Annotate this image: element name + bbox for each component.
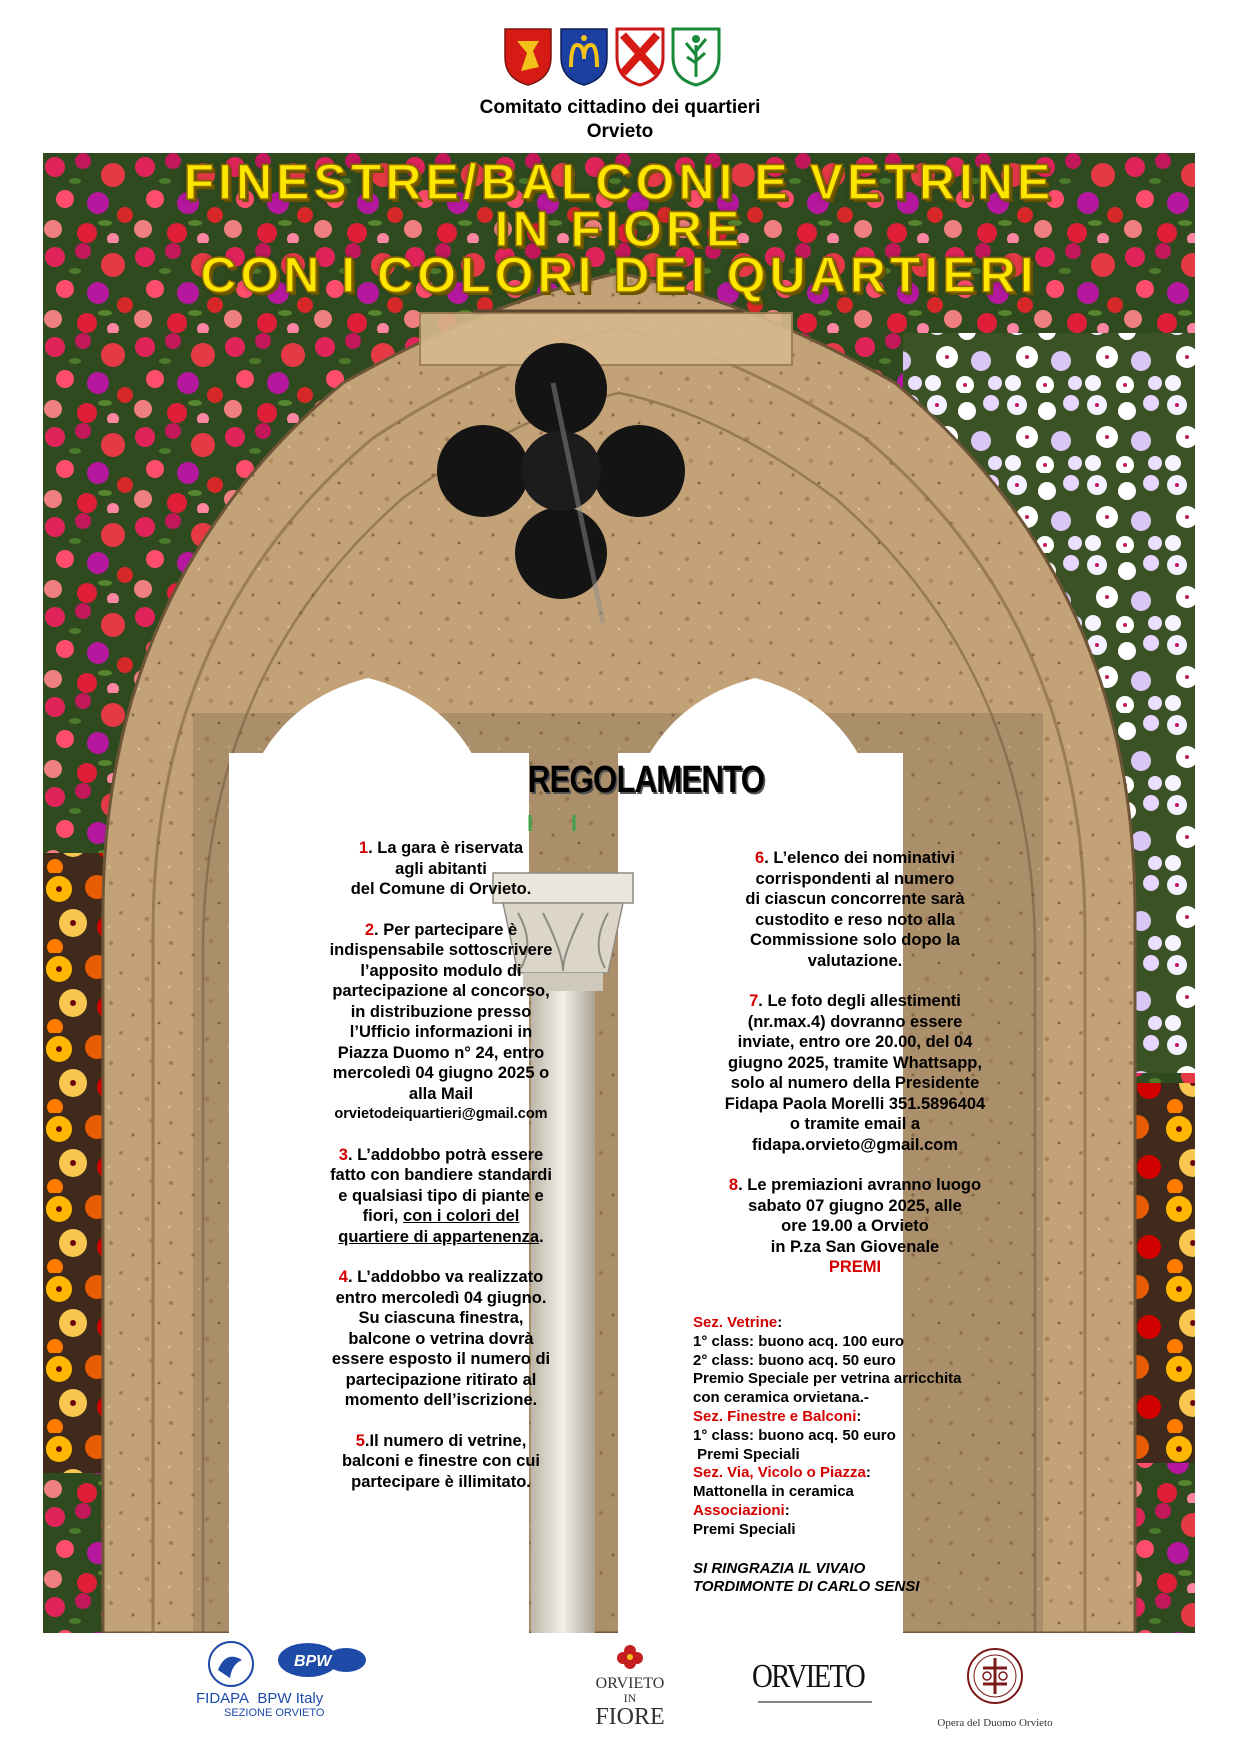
rule-8-text: in P.za San Giovenale bbox=[770, 1237, 940, 1256]
rule-1-text: del Comune di Orvieto. bbox=[350, 880, 532, 898]
rule-5-text: partecipare è illimitato. bbox=[351, 1472, 531, 1491]
sponsor-logos bbox=[0, 1640, 1240, 1755]
rule-3-text: fatto con bandiere standardi bbox=[330, 1166, 552, 1184]
rule-3-number: 3 bbox=[338, 1145, 348, 1164]
rules-right-column bbox=[685, 848, 1025, 1278]
orvieto-underline-icon bbox=[752, 1699, 882, 1709]
rule-5-line: 5.Il numero di vetrine, bbox=[355, 1431, 527, 1450]
rule-5-text: balconi e finestre con cui bbox=[341, 1452, 541, 1470]
rule-1-line: 1. La gara è riservata bbox=[358, 839, 524, 857]
rule-2-text: l’Ufficio informazioni in bbox=[349, 1023, 533, 1041]
crest-blue-icon bbox=[559, 27, 609, 87]
rule-4-number: 4 bbox=[338, 1268, 348, 1286]
prize-line: Mattonella in ceramica bbox=[693, 1483, 854, 1501]
prize-line: 1° class: buono acq. 100 euro bbox=[693, 1332, 905, 1350]
crest-tree-icon bbox=[671, 27, 721, 87]
rule-7-text: Fidapa Paola Morelli 351.5896404 bbox=[724, 1094, 986, 1113]
rule-4-text: momento dell’iscrizione. bbox=[344, 1391, 538, 1409]
flowers-yellow-left bbox=[43, 853, 103, 1473]
rule-6-line: 6. L’elenco dei nominativi bbox=[755, 849, 955, 867]
orvieto-city-logo bbox=[752, 1658, 882, 1718]
rule-6-number: 6 bbox=[755, 849, 765, 867]
prize-assoc-label: Associazioni: bbox=[693, 1501, 790, 1519]
orvieto-in-fiore-text-3: FIORE bbox=[595, 1704, 665, 1730]
fidapa-emblem-icon bbox=[196, 1640, 386, 1688]
rule-7-number: 7 bbox=[749, 992, 759, 1010]
rule-4-text: partecipazione ritirato al bbox=[345, 1370, 537, 1389]
rule-6-text: di ciascun concorrente sarà bbox=[745, 890, 965, 908]
org-city: Orvieto bbox=[586, 121, 654, 142]
rule-3-text: quartiere di appartenenza. bbox=[338, 1227, 544, 1246]
rule-2-text: alla Mail bbox=[408, 1084, 474, 1103]
rule-2-text: indispensabile sottoscrivere bbox=[329, 941, 553, 959]
rule-8-text: sabato 07 giugno 2025, alle bbox=[748, 1196, 962, 1215]
rule-4-line: 4. L’addobbo va realizzato bbox=[338, 1268, 544, 1286]
rule-8-number: 8 bbox=[728, 1176, 739, 1194]
bpw-name: BPW Italy bbox=[257, 1690, 324, 1707]
rule-2-email[interactable]: orvietodeiquartieri@gmail.com bbox=[334, 1106, 548, 1122]
rule-7-text: inviate, entro ore 20.00, del 04 bbox=[737, 1033, 973, 1051]
prize-line: 1° class: buono acq. 50 euro bbox=[693, 1426, 896, 1444]
rule-3-line: 3. L’addobbo potrà essere bbox=[338, 1145, 544, 1164]
rule-7-text: giugno 2025, tramite Whattsapp, bbox=[728, 1053, 982, 1072]
title-line-1: FINESTRE/BALCONI E VETRINE bbox=[183, 154, 1055, 210]
prizes-list bbox=[693, 1314, 1033, 1597]
prize-line: Premi Speciali bbox=[693, 1445, 800, 1463]
poster bbox=[43, 153, 1195, 1633]
org-name: Comitato cittadino dei quartieri bbox=[479, 97, 761, 118]
prize-line: Premi Speciali bbox=[693, 1520, 796, 1538]
rule-4-text: balcone o vetrina dovrà bbox=[348, 1329, 534, 1348]
rule-2-text: mercoledì 04 giugno 2025 o bbox=[332, 1064, 550, 1082]
rule-8-line: 8. Le premiazioni avranno luogo bbox=[728, 1176, 982, 1194]
rule-2-number: 2 bbox=[364, 920, 375, 939]
rule-7-email[interactable]: fidapa.orvieto@gmail.com bbox=[752, 1135, 958, 1154]
rule-8-text: ore 19.00 a Orvieto bbox=[781, 1217, 929, 1235]
flowers-yellow-right bbox=[1135, 1083, 1195, 1463]
prize-finestre-label: Sez. Finestre e Balconi: bbox=[693, 1407, 862, 1425]
rule-6-text: corrispondenti al numero bbox=[755, 869, 955, 888]
fidapa-logo bbox=[196, 1640, 386, 1719]
rule-2-text: in distribuzione presso bbox=[350, 1002, 532, 1021]
thanks-line: SI RINGRAZIA IL VIVAIO bbox=[693, 1559, 866, 1577]
crest-cross-icon bbox=[615, 27, 665, 87]
rule-2-text: partecipazione al concorso, bbox=[332, 982, 550, 1000]
opera-duomo-logo bbox=[915, 1646, 1075, 1746]
rule-2-text: l’apposito modulo di bbox=[360, 961, 522, 980]
svg-text:BPW: BPW bbox=[294, 1653, 332, 1670]
rule-4-text: entro mercoledì 04 giugno. bbox=[335, 1288, 547, 1307]
rule-2-text: Piazza Duomo n° 24, entro bbox=[337, 1043, 545, 1062]
rule-5-number: 5 bbox=[355, 1431, 365, 1450]
rule-6-text: valutazione. bbox=[807, 951, 903, 970]
rule-7-text: solo al numero della Presidente bbox=[730, 1074, 980, 1092]
orvieto-in-fiore-text-1: ORVIETO bbox=[595, 1675, 665, 1692]
rule-3-text: fiori, con i colori del bbox=[362, 1207, 520, 1225]
rule-7-text: o tramite email a bbox=[789, 1115, 921, 1133]
orvieto-in-fiore-text-2: IN bbox=[623, 1691, 637, 1705]
prize-line: con ceramica orvietana.- bbox=[693, 1389, 869, 1407]
prize-line: Premio Speciale per vetrina arricchita bbox=[693, 1370, 962, 1388]
rule-3-text: e qualsiasi tipo di piante e bbox=[338, 1186, 544, 1205]
rule-6-text: Commissione solo dopo la bbox=[750, 931, 960, 949]
fidapa-name: FIDAPA bbox=[196, 1690, 250, 1707]
rule-7-line: 7. Le foto degli allestimenti bbox=[749, 992, 961, 1010]
opera-duomo-seal-icon bbox=[965, 1646, 1025, 1706]
rule-6-text: custodito e reso noto alla bbox=[755, 910, 955, 929]
flower-icon bbox=[615, 1644, 645, 1670]
quarter-crests bbox=[503, 27, 729, 89]
title-line-2: IN FIORE bbox=[494, 201, 744, 257]
rule-4-text: Su ciascuna finestra, bbox=[358, 1309, 524, 1327]
prizes-heading: PREMI bbox=[828, 1258, 882, 1276]
rules-heading: REGOLAMENTO bbox=[527, 759, 765, 801]
rule-2-line: 2. Per partecipare è bbox=[364, 920, 518, 939]
prize-line: 2° class: buono acq. 50 euro bbox=[693, 1351, 896, 1369]
rule-1-text: agli abitanti bbox=[395, 859, 487, 878]
orvieto-in-fiore-logo bbox=[580, 1644, 680, 1744]
fidapa-section: SEZIONE ORVIETO bbox=[224, 1707, 325, 1719]
title-line-3: CON I COLORI DEI QUARTIERI bbox=[200, 247, 1038, 303]
crest-red-icon bbox=[503, 27, 553, 87]
rule-7-text: (nr.max.4) dovranno essere bbox=[747, 1012, 963, 1031]
rules-left-column bbox=[286, 838, 596, 1492]
rule-4-text: essere esposto il numero di bbox=[331, 1350, 551, 1368]
orvieto-city-text: ORVIETO bbox=[752, 1658, 865, 1695]
prize-via-label: Sez. Via, Vicolo o Piazza: bbox=[693, 1464, 871, 1482]
thanks-line: TORDIMONTE DI CARLO SENSI bbox=[693, 1578, 920, 1596]
rule-1-number: 1 bbox=[358, 839, 369, 857]
prize-vetrine-label: Sez. Vetrine: bbox=[693, 1314, 783, 1331]
opera-duomo-text: Opera del Duomo Orvieto bbox=[937, 1717, 1053, 1729]
